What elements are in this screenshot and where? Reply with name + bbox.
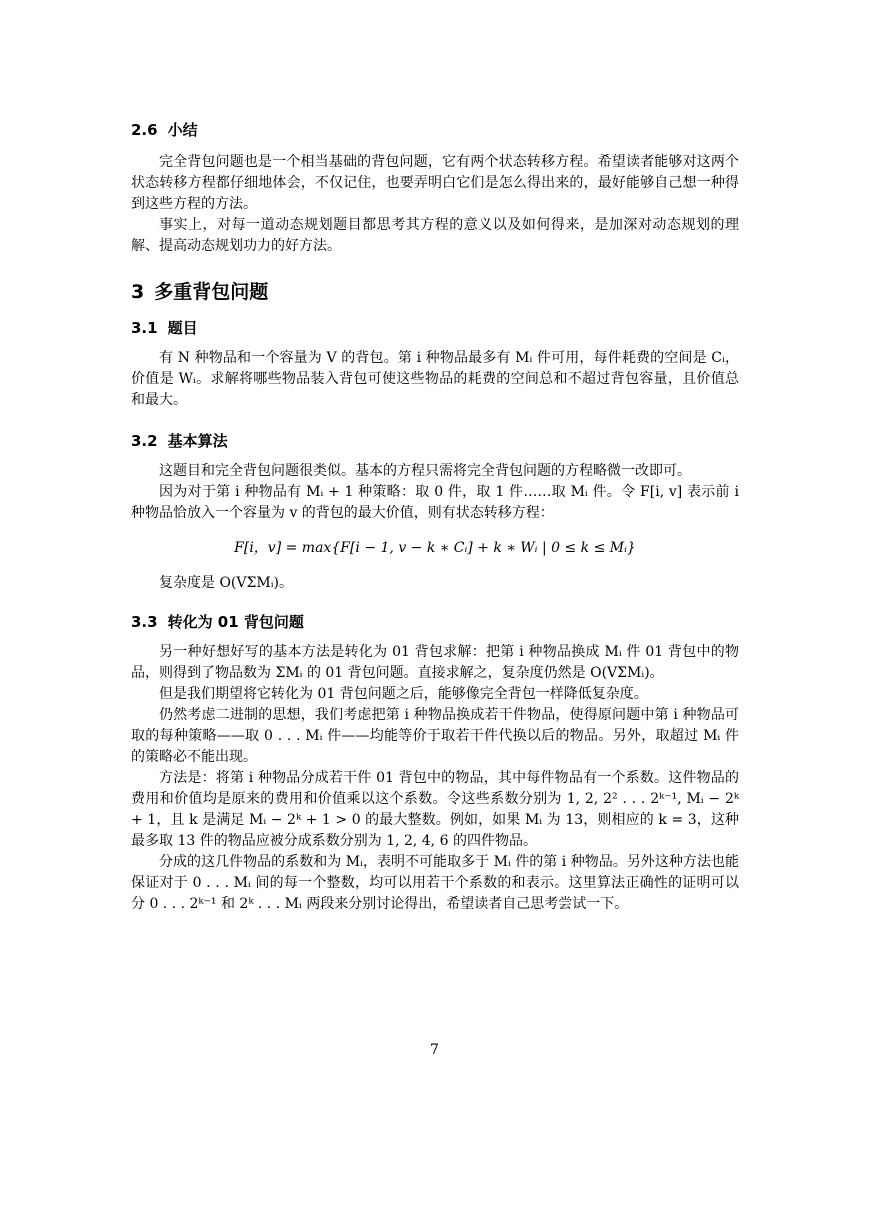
paragraph: 另一种好想好写的基本方法是转化为 01 背包求解：把第 i 种物品换成 Mᵢ 件 01 背包中的物品，则得到了物品数为 ΣMᵢ 的 01 背包问题。直接求解之，复杂度仍然是 O(VΣMᵢ)。 [131,644,739,681]
paragraph: 仍然考虑二进制的思想，我们考虑把第 i 种物品换成若干件物品，使得原问题中第 i 种物品可取的每种策略——取 0 . . . Mᵢ 件——均能等价于取若干件代换以后的物品。另外，取超过 Mᵢ 件的策略必不能出现。 [131,707,739,765]
page-number: 7 [430,1042,439,1058]
section-number: 3.3 [131,613,158,631]
section-heading-3-3 [131,612,739,632]
section-title: 小结 [167,121,198,139]
section-heading-3 [131,280,739,304]
section-number: 3.2 [131,432,158,450]
section-number: 3.1 [131,319,158,337]
paragraph: 这题目和完全背包问题很类似。基本的方程只需将完全背包问题的方程略微一改即可。 [159,463,691,479]
section-heading-3-2 [131,431,739,451]
section-title: 基本算法 [167,432,228,450]
paragraph: 有 N 种物品和一个容量为 V 的背包。第 i 种物品最多有 Mᵢ 件可用，每件耗费的空间是 Cᵢ，价值是 Wᵢ。求解将哪些物品装入背包可使这些物品的耗费的空间总和不超过背包容量，且价值总和最大。 [131,350,739,408]
section-heading-2-6 [131,120,739,140]
paragraph: 事实上，对每一道动态规划题目都思考其方程的意义以及如何得来，是加深对动态规划的理解、提高动态规划功力的好方法。 [131,217,739,254]
section-number: 2.6 [131,121,158,139]
paragraph: 分成的这几件物品的系数和为 Mᵢ，表明不可能取多于 Mᵢ 件的第 i 种物品。另外这种方法也能保证对于 0 . . . Mᵢ 间的每一个整数，均可以用若干个系数的和表示。这里算法正确性的证明可以分 0 . . . 2ᵏ⁻¹ 和 2ᵏ . . . Mᵢ 两段来分别讨论得出，希望读者自己思考尝试一下。 [131,854,739,912]
equation: F[i，v] = max{F[i − 1, v − k ∗ Cᵢ] + k ∗ Wᵢ | 0 ≤ k ≤ Mᵢ} [234,540,636,556]
paragraph: 完全背包问题也是一个相当基础的背包问题，它有两个状态转移方程。希望读者能够对这两个状态转移方程都仔细地体会，不仅记住，也要弄明白它们是怎么得出来的，最好能够自己想一种得到这些方程的方法。 [131,154,739,212]
section-heading-3-1 [131,318,739,338]
paragraph: 方法是：将第 i 种物品分成若干件 01 背包中的物品，其中每件物品有一个系数。这件物品的费用和价值均是原来的费用和价值乘以这个系数。令这些系数分别为 1, 2, 2² . . . 2ᵏ⁻¹, Mᵢ − 2ᵏ + 1，且 k 是满足 Mᵢ − 2ᵏ + 1 > 0 的最大整数。例如，如果 Mᵢ 为 13，则相应的 k = 3，这种最多取 13 件的物品应被分成系数分别为 1, 2, 4, 6 的四件物品。 [131,770,739,849]
section-title: 题目 [167,319,198,337]
paragraph: 但是我们期望将它转化为 01 背包问题之后，能够像完全背包一样降低复杂度。 [159,686,648,702]
section-number: 3 [131,281,145,303]
page-content [131,120,739,915]
section-title: 转化为 01 背包问题 [167,613,304,631]
paragraph: 复杂度是 O(VΣMᵢ)。 [159,575,294,591]
paragraph: 因为对于第 i 种物品有 Mᵢ + 1 种策略：取 0 件，取 1 件……取 Mᵢ 件。令 F[i, v] 表示前 i 种物品恰放入一个容量为 v 的背包的最大价值，则有状态转移方程： [131,484,739,521]
section-title: 多重背包问题 [154,281,269,303]
